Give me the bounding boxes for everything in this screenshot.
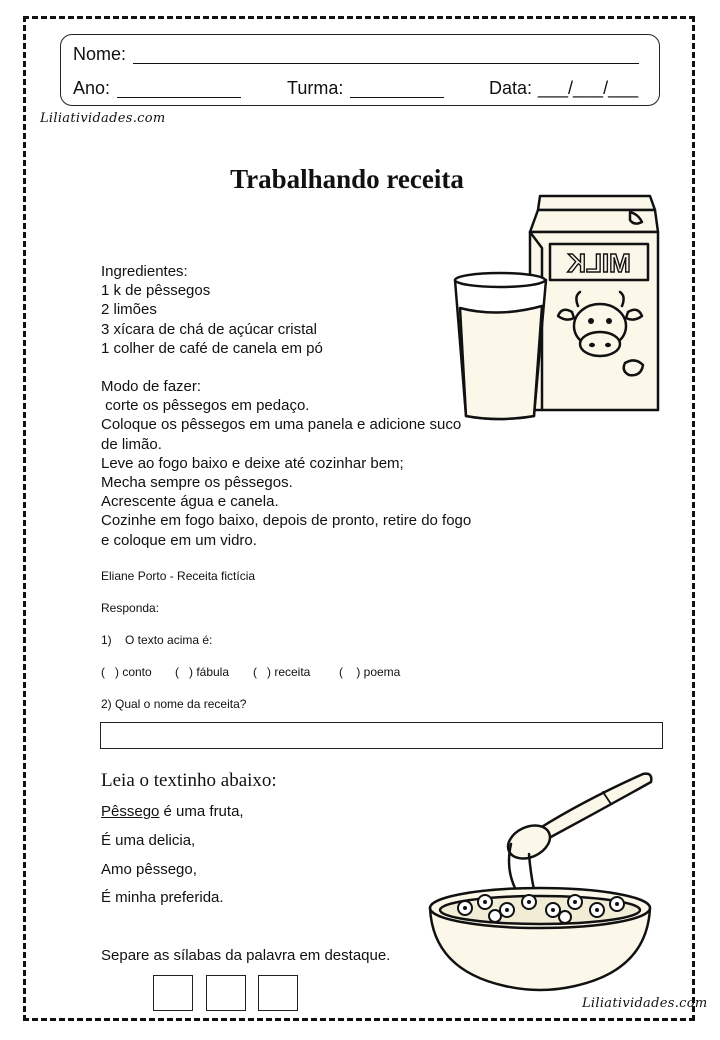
method-block [101,377,471,550]
option-receita[interactable]: ( ) receita [253,665,311,679]
ingredient-item: 3 xícara de chá de açúcar cristal [101,320,317,338]
option-fabula[interactable]: ( ) fábula [175,665,230,679]
turma-field[interactable] [350,97,444,98]
question-2: 2) Qual o nome da receita? [101,697,247,711]
recipe-author: Eliane Porto - Receita fictícia [101,569,256,583]
question-1-text: O texto acima é: [125,633,213,647]
method-step: e coloque em um vidro. [101,531,257,549]
method-step: Cozinhe em fogo baixo, depois de pronto, retire do fogo [101,512,472,530]
milk-carton-label: MILK [567,248,631,278]
method-step: Mecha sempre os pêssegos. [101,474,293,492]
page-title: Trabalhando receita [230,164,464,194]
responda-label: Responda: [101,601,160,615]
student-info-box [60,34,660,106]
ingredient-item: 1 colher de café de canela em pó [101,339,323,357]
syllable-box[interactable] [258,975,298,1011]
method-step: de limão. [101,435,162,453]
option-conto[interactable]: ( ) conto [101,665,152,679]
cereal-bowl-spoon-icon [425,770,655,1000]
highlighted-word: Pêssego [101,803,160,820]
syllable-box[interactable] [153,975,193,1011]
brand-logo-bottom: Liliatividades.com [582,996,708,1011]
method-step: Acrescente água e canela. [101,493,279,511]
syllable-box[interactable] [206,975,246,1011]
poem-line-1 [101,803,244,820]
method-title: Modo de fazer: [101,378,202,395]
milk-glass-and-carton-icon [450,188,665,423]
answer-field-q2[interactable] [100,722,663,749]
ano-label: Ano: [73,78,111,98]
method-step: Coloque os pêssegos em uma panela e adicione suco [101,416,462,434]
ingredient-item: 1 k de pêssegos [101,282,211,300]
brand-logo-top: Liliatividades.com [40,111,166,126]
poem-line-3: Amo pêssego, [101,861,197,878]
option-poema[interactable]: ( ) poema [339,665,401,679]
nome-label: Nome: [73,44,127,64]
ingredients-block [101,262,323,358]
poem-line-2: É uma delicia, [101,832,196,849]
question-1-number: 1) [101,633,112,647]
nome-field[interactable] [133,63,639,64]
poem-line-1-rest: é uma fruta, [159,803,244,820]
question-1 [101,633,212,647]
turma-label: Turma: [287,78,344,98]
ingredient-item: 2 limões [101,301,157,319]
poem-line-4: É minha preferida. [101,889,224,906]
poem-heading: Leia o textinho abaixo: [101,770,277,791]
data-label: Data: [489,78,533,98]
data-field[interactable]: ___/___/___ [538,78,639,98]
ingredients-title: Ingredientes: [101,263,188,280]
syllable-instruction: Separe as sílabas da palavra em destaque. [101,947,391,964]
method-step: corte os pêssegos em pedaço. [101,397,310,415]
ano-field[interactable] [117,97,241,98]
method-step: Leve ao fogo baixo e deixe até cozinhar bem; [101,454,404,472]
